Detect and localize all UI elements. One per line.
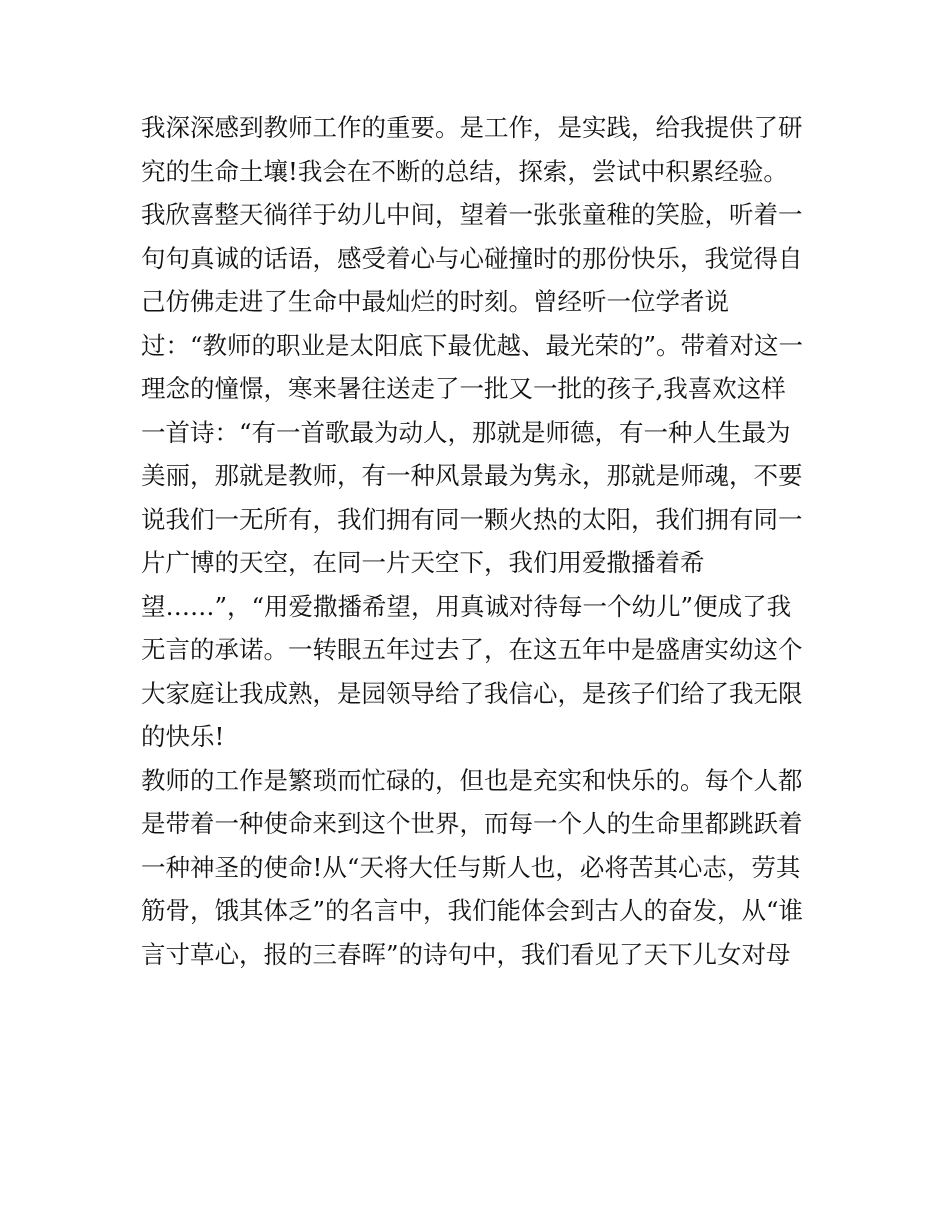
text-line: 过：“教师的职业是太阳底下最优越、最光荣的”。带着对这一 xyxy=(141,330,804,360)
text-line: 望……”，“用爱撒播希望，用真诚对待每一个幼儿”便成了我 xyxy=(141,591,792,621)
text-line: 究的生命土壤!我会在不断的总结，探索，尝试中积累经验。 xyxy=(141,156,788,186)
text-line: 片广博的天空，在同一片天空下，我们用爱撒播着希 xyxy=(141,548,705,577)
text-line: 是带着一种使命来到这个世界，而每一个人的生命里都跳跃着 xyxy=(141,809,803,838)
body-text xyxy=(141,106,821,976)
text-line: 的快乐! xyxy=(141,722,225,751)
text-line: 一种神圣的使命!从“天将大任与斯人也，必将苦其心志，劳其 xyxy=(141,852,801,882)
text-line: 我欣喜整天徜徉于幼儿中间，望着一张张童稚的笑脸，听着一 xyxy=(141,200,803,229)
text-line: 言寸草心，报的三春晖”的诗句中，我们看见了天下儿女对母 xyxy=(141,939,791,969)
text-line: 己仿佛走进了生命中最灿烂的时刻。曾经听一位学者说 xyxy=(141,287,729,316)
text-line: 无言的承诺。一转眼五年过去了，在这五年中是盛唐实幼这个 xyxy=(141,635,803,664)
text-line: 一首诗：“有一首歌最为动人，那就是师德，有一种人生最为 xyxy=(141,417,791,447)
text-line: 筋骨，饿其体乏”的名言中，我们能体会到古人的奋发，从“谁 xyxy=(141,896,804,925)
text-line: 我深深感到教师工作的重要。是工作，是实践，给我提供了研 xyxy=(141,113,803,142)
text-line: 大家庭让我成熟，是园领导给了我信心，是孩子们给了我无限 xyxy=(141,678,803,708)
text-line: 教师的工作是繁琐而忙碌的，但也是充实和快乐的。每个人都 xyxy=(141,765,803,795)
text-line: 理念的憧憬，寒来暑往送走了一批又一批的孩子,我喜欢这样 xyxy=(141,374,786,403)
text-line: 说我们一无所有，我们拥有同一颗火热的太阳，我们拥有同一 xyxy=(141,504,803,534)
text-line: 美丽，那就是教师，有一种风景最为隽永，那就是师魂，不要 xyxy=(141,461,803,490)
text-line: 句句真诚的话语，感受着心与心碰撞时的那份快乐，我觉得自 xyxy=(141,243,803,273)
